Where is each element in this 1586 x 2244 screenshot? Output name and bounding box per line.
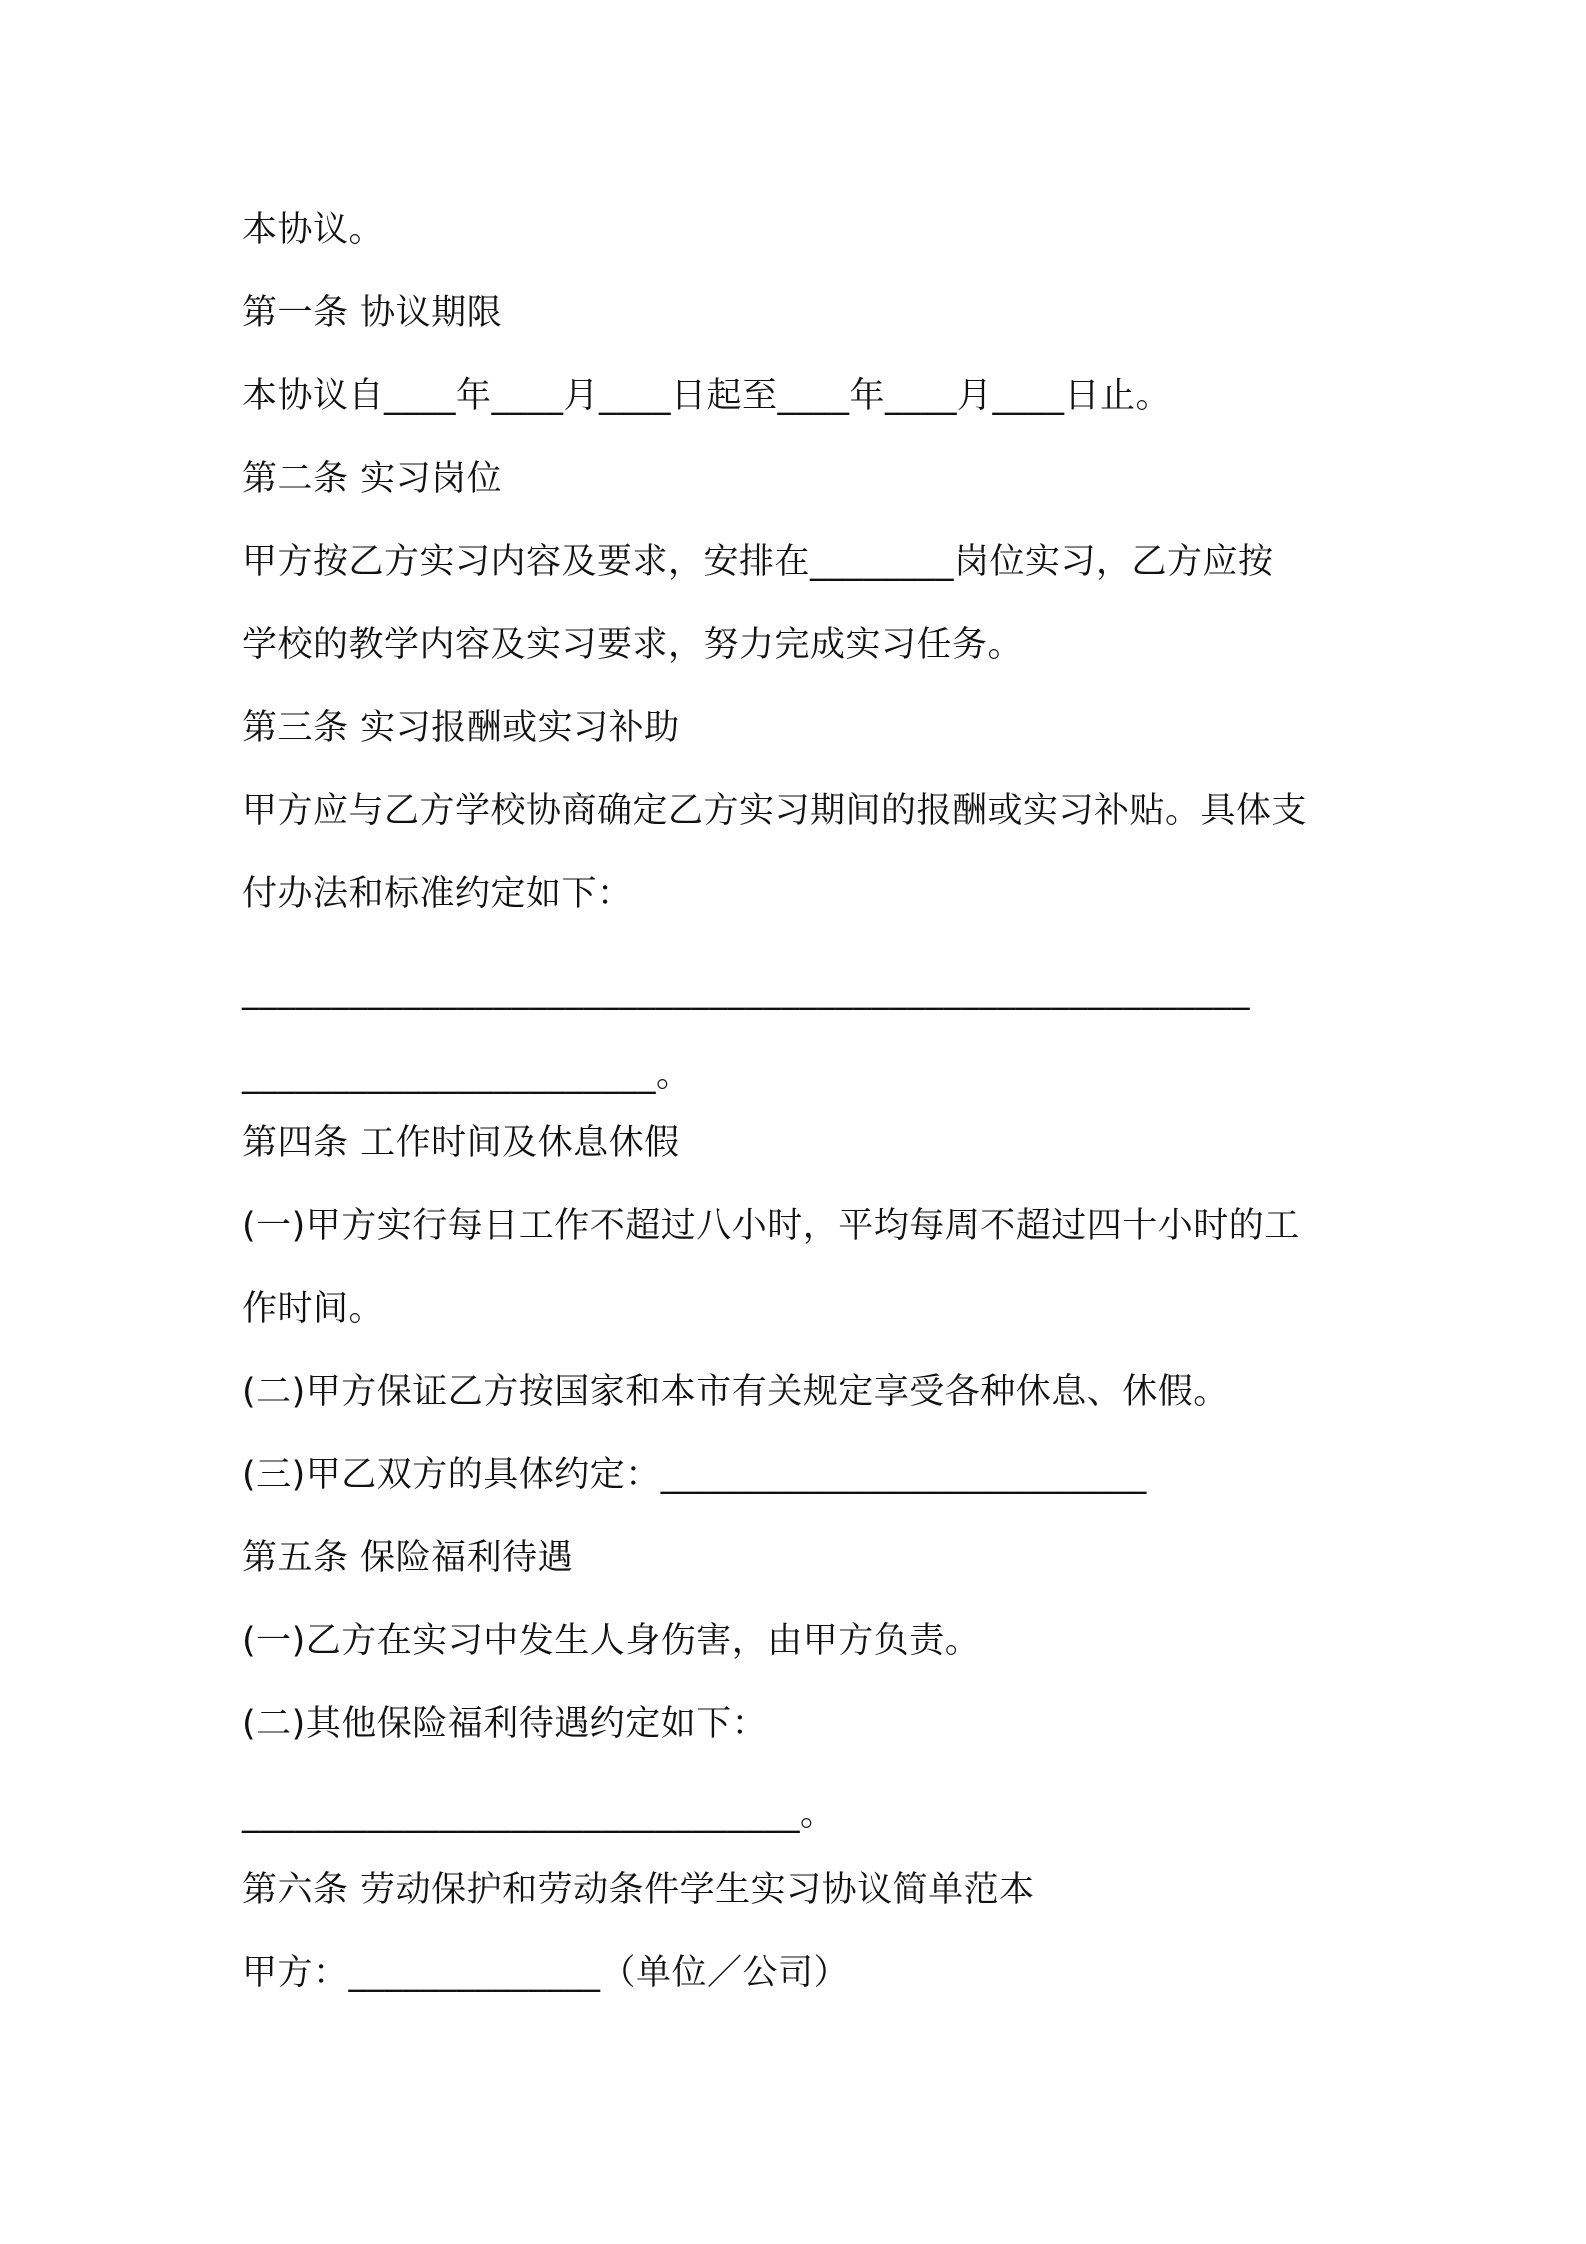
blank-fill-line: ________________________________________________________ bbox=[242, 971, 1250, 1011]
article-heading: 第二条 实习岗位 bbox=[242, 459, 503, 499]
blank-fill-line: _______________________。 bbox=[242, 1055, 692, 1095]
article-heading: 第三条 实习报酬或实习补助 bbox=[242, 708, 680, 748]
text-line: 甲方应与乙方学校协商确定乙方实习期间的报酬或实习补贴。具体支 bbox=[242, 791, 1308, 831]
text-line: 作时间。 bbox=[242, 1289, 385, 1329]
text-line: 甲方：______________（单位／公司） bbox=[242, 1953, 850, 1993]
text-line: 本协议。 bbox=[242, 210, 385, 250]
text-line: 付办法和标准约定如下： bbox=[242, 874, 633, 914]
text-line: 本协议自____年____月____日起至____年____月____日止。 bbox=[242, 376, 1172, 416]
article-heading: 第四条 工作时间及休息休假 bbox=[242, 1123, 680, 1163]
text-line: (三)甲乙双方的具体约定：___________________________ bbox=[242, 1455, 1147, 1495]
article-heading: 第五条 保险福利待遇 bbox=[242, 1538, 574, 1578]
text-line: (二)甲方保证乙方按国家和本市有关规定享受各种休息、休假。 bbox=[242, 1372, 1229, 1412]
text-line: 学校的教学内容及实习要求，努力完成实习任务。 bbox=[242, 625, 1024, 665]
text-line: (一)乙方在实习中发生人身伤害，由甲方负责。 bbox=[242, 1621, 981, 1661]
text-line: (二)其他保险福利待遇约定如下： bbox=[242, 1704, 768, 1744]
text-line: (一)甲方实行每日工作不超过八小时，平均每周不超过四十小时的工 bbox=[242, 1206, 1300, 1246]
blank-fill-line: _______________________________。 bbox=[242, 1794, 836, 1834]
text-line: 甲方按乙方实习内容及要求，安排在________岗位实习，乙方应按 bbox=[242, 542, 1274, 582]
article-heading: 第一条 协议期限 bbox=[242, 293, 503, 333]
article-heading: 第六条 劳动保护和劳动条件学生实习协议简单范本 bbox=[242, 1870, 1035, 1910]
